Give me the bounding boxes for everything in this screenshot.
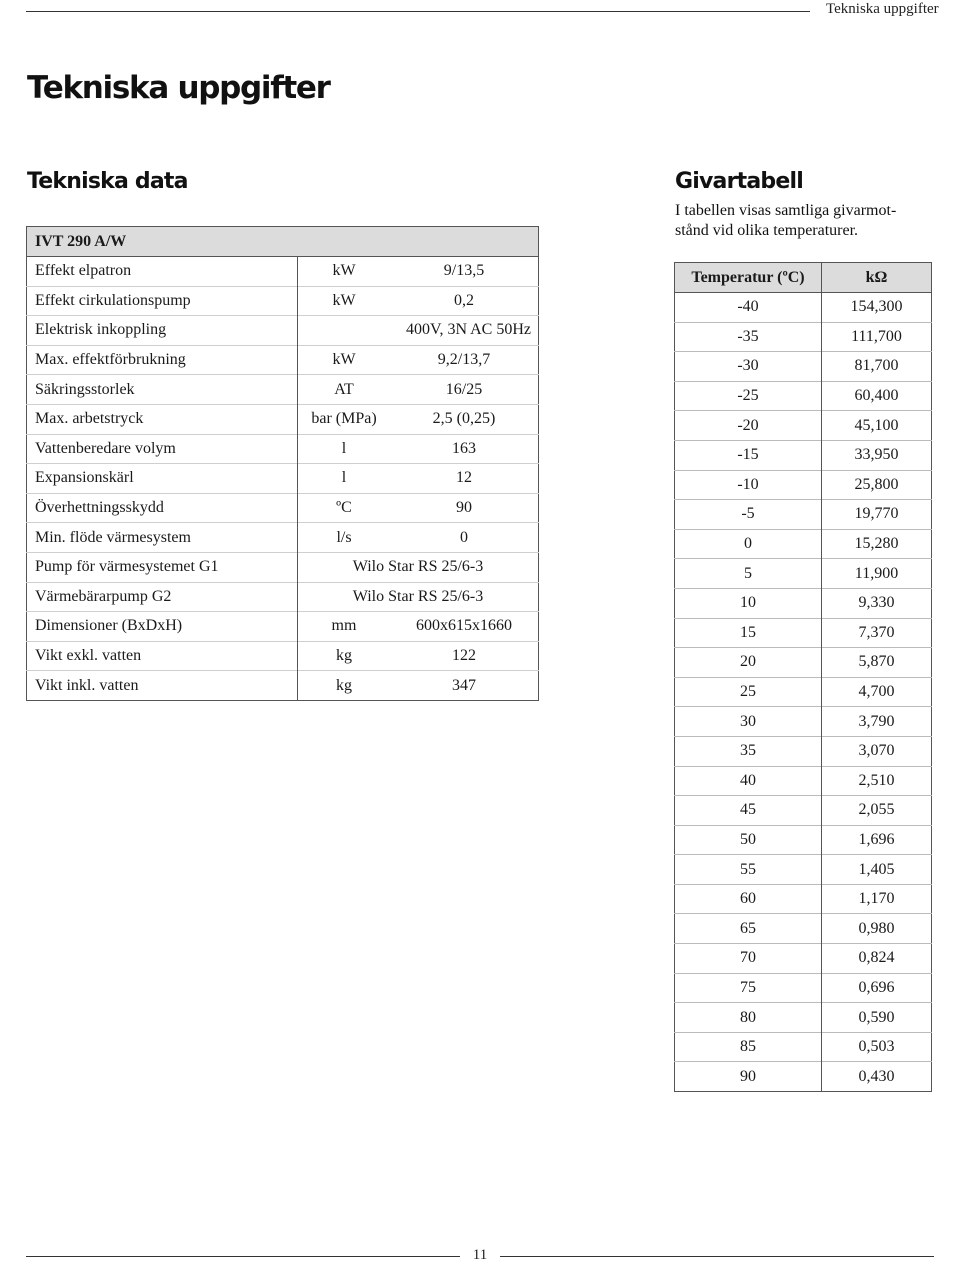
temperature-cell: 25 bbox=[675, 677, 822, 707]
sensor-row bbox=[675, 470, 932, 500]
row-value: 9/13,5 bbox=[443, 262, 485, 280]
row-unit: mm bbox=[298, 612, 391, 642]
resistance-cell: 0,590 bbox=[822, 1003, 932, 1033]
resistance-cell: 3,790 bbox=[822, 707, 932, 737]
table-row bbox=[27, 286, 539, 316]
resistance-cell: 111,700 bbox=[822, 322, 932, 352]
row-value: 9,2/13,7 bbox=[390, 345, 539, 375]
resistance-cell: 1,696 bbox=[822, 825, 932, 855]
resistance-cell: 1,405 bbox=[822, 855, 932, 885]
page-title: Tekniska uppgifter bbox=[27, 70, 330, 106]
row-unit: kW bbox=[298, 345, 391, 375]
table-row bbox=[27, 404, 539, 434]
row-unit: ºC bbox=[298, 493, 391, 523]
resistance-cell: 33,950 bbox=[822, 440, 932, 470]
resistance-column-header: kΩ bbox=[822, 263, 932, 293]
sensor-row bbox=[675, 588, 932, 618]
resistance-cell: 81,700 bbox=[822, 352, 932, 382]
temperature-cell: 0 bbox=[675, 529, 822, 559]
sensor-row bbox=[675, 677, 932, 707]
table-row bbox=[27, 523, 539, 553]
resistance-cell: 19,770 bbox=[822, 500, 932, 530]
resistance-cell: 25,800 bbox=[822, 470, 932, 500]
row-unit: kg bbox=[298, 641, 391, 671]
temperature-cell: -35 bbox=[675, 322, 822, 352]
resistance-cell: 15,280 bbox=[822, 529, 932, 559]
resistance-cell: 1,170 bbox=[822, 884, 932, 914]
page-number: 11 bbox=[472, 1247, 488, 1263]
row-unit: l bbox=[298, 434, 391, 464]
sensor-row bbox=[675, 322, 932, 352]
resistance-cell: 11,900 bbox=[822, 559, 932, 589]
row-value: 2,5 (0,25) bbox=[390, 404, 539, 434]
sensor-table-body bbox=[675, 293, 932, 1092]
temperature-cell: 5 bbox=[675, 559, 822, 589]
temperature-cell: 35 bbox=[675, 736, 822, 766]
sensor-row bbox=[675, 944, 932, 974]
temperature-column-header: Temperatur (ºC) bbox=[675, 263, 822, 293]
technical-data-table bbox=[26, 226, 539, 701]
row-label: Vikt inkl. vatten bbox=[27, 671, 298, 701]
temperature-cell: -5 bbox=[675, 500, 822, 530]
running-header: Tekniska uppgifter bbox=[826, 1, 939, 17]
temperature-cell: -25 bbox=[675, 381, 822, 411]
table-title-row bbox=[27, 227, 539, 257]
table-row bbox=[27, 257, 539, 287]
temperature-cell: -30 bbox=[675, 352, 822, 382]
header-rule bbox=[26, 11, 810, 12]
sensor-row bbox=[675, 648, 932, 678]
row-value: 0 bbox=[390, 523, 539, 553]
row-value: 90 bbox=[390, 493, 539, 523]
sensor-row bbox=[675, 796, 932, 826]
row-label: Expansionskärl bbox=[27, 464, 298, 494]
row-unit: kg bbox=[298, 671, 391, 701]
table-row bbox=[27, 375, 539, 405]
resistance-cell: 9,330 bbox=[822, 588, 932, 618]
temperature-cell: 90 bbox=[675, 1062, 822, 1092]
temperature-cell: 50 bbox=[675, 825, 822, 855]
row-value: 0,2 bbox=[390, 286, 539, 316]
row-label: Säkringsstorlek bbox=[27, 375, 298, 405]
sensor-row bbox=[675, 884, 932, 914]
row-value: 600x615x1660 bbox=[390, 612, 539, 642]
temperature-cell: 45 bbox=[675, 796, 822, 826]
resistance-cell: 0,980 bbox=[822, 914, 932, 944]
row-value: 122 bbox=[390, 641, 539, 671]
temperature-cell: 40 bbox=[675, 766, 822, 796]
row-unit: kW bbox=[298, 286, 391, 316]
row-unit: l/s bbox=[298, 523, 391, 553]
table-row bbox=[27, 493, 539, 523]
temperature-cell: 60 bbox=[675, 884, 822, 914]
sensor-row bbox=[675, 500, 932, 530]
resistance-cell: 0,503 bbox=[822, 1032, 932, 1062]
row-label: Överhettningsskydd bbox=[27, 493, 298, 523]
row-unit: bar (MPa) bbox=[298, 404, 391, 434]
sensor-row bbox=[675, 618, 932, 648]
row-unit bbox=[298, 316, 391, 346]
temperature-cell: -10 bbox=[675, 470, 822, 500]
sensor-row bbox=[675, 559, 932, 589]
resistance-cell: 0,696 bbox=[822, 973, 932, 1003]
table-row bbox=[27, 552, 539, 582]
sensor-row bbox=[675, 825, 932, 855]
table-row bbox=[27, 671, 539, 701]
temperature-cell: 70 bbox=[675, 944, 822, 974]
resistance-cell: 3,070 bbox=[822, 736, 932, 766]
sensor-row bbox=[675, 440, 932, 470]
table-row bbox=[27, 434, 539, 464]
row-value: 12 bbox=[390, 464, 539, 494]
row-value: 400V, 3N AC 50Hz bbox=[390, 316, 539, 346]
resistance-cell: 2,510 bbox=[822, 766, 932, 796]
row-value: 347 bbox=[390, 671, 539, 701]
row-label: Effekt cirkulationspump bbox=[27, 286, 298, 316]
row-value: Wilo Star RS 25/6-3 bbox=[298, 552, 539, 582]
sensor-table bbox=[674, 262, 932, 1092]
sensor-row bbox=[675, 973, 932, 1003]
row-label: Vattenberedare volym bbox=[27, 434, 298, 464]
row-label: Effekt elpatron bbox=[27, 257, 298, 287]
sensor-row bbox=[675, 381, 932, 411]
resistance-cell: 154,300 bbox=[850, 298, 903, 316]
row-unit: kW bbox=[332, 262, 356, 280]
temperature-cell: -40 bbox=[675, 293, 822, 323]
table-row bbox=[27, 582, 539, 612]
sensor-row bbox=[675, 1003, 932, 1033]
resistance-cell: 45,100 bbox=[822, 411, 932, 441]
resistance-cell: 0,824 bbox=[822, 944, 932, 974]
footer-rule-left bbox=[26, 1256, 460, 1257]
temperature-cell: 65 bbox=[675, 914, 822, 944]
sensor-row bbox=[675, 1062, 932, 1092]
temperature-cell: 85 bbox=[675, 1032, 822, 1062]
sensor-row bbox=[675, 766, 932, 796]
givartabell-intro bbox=[675, 201, 937, 241]
row-label: Vikt exkl. vatten bbox=[27, 641, 298, 671]
sensor-row bbox=[675, 707, 932, 737]
sensor-row bbox=[675, 855, 932, 885]
row-label: Max. arbetstryck bbox=[27, 404, 298, 434]
temperature-cell: 20 bbox=[675, 648, 822, 678]
tekniska-data-heading: Tekniska data bbox=[27, 169, 188, 194]
temperature-cell: 55 bbox=[675, 855, 822, 885]
sensor-row bbox=[675, 411, 932, 441]
temperature-cell: 80 bbox=[675, 1003, 822, 1033]
temperature-cell: -15 bbox=[675, 440, 822, 470]
resistance-cell: 2,055 bbox=[822, 796, 932, 826]
sensor-row bbox=[675, 914, 932, 944]
table-row bbox=[27, 316, 539, 346]
row-unit: l bbox=[298, 464, 391, 494]
temperature-cell: 10 bbox=[675, 588, 822, 618]
sensor-row bbox=[675, 293, 932, 323]
resistance-cell: 60,400 bbox=[822, 381, 932, 411]
row-label: Min. flöde värmesystem bbox=[27, 523, 298, 553]
sensor-header-row bbox=[675, 263, 932, 293]
row-label: Elektrisk inkoppling bbox=[27, 316, 298, 346]
intro-line: I tabellen visas samtliga givarmot- bbox=[675, 202, 897, 219]
table-title: IVT 290 A/W bbox=[27, 227, 539, 257]
resistance-cell: 5,870 bbox=[822, 648, 932, 678]
sensor-row bbox=[675, 1032, 932, 1062]
row-value: 163 bbox=[390, 434, 539, 464]
givartabell-heading: Givartabell bbox=[675, 169, 803, 194]
footer-rule-right bbox=[500, 1256, 934, 1257]
table-row bbox=[27, 464, 539, 494]
row-value: Wilo Star RS 25/6-3 bbox=[298, 582, 539, 612]
table-row bbox=[27, 641, 539, 671]
sensor-row bbox=[675, 529, 932, 559]
resistance-cell: 7,370 bbox=[822, 618, 932, 648]
table-row bbox=[27, 345, 539, 375]
temperature-cell: 30 bbox=[675, 707, 822, 737]
row-label: Max. effektförbrukning bbox=[27, 345, 298, 375]
temperature-cell: 15 bbox=[675, 618, 822, 648]
temperature-cell: 75 bbox=[675, 973, 822, 1003]
intro-line: stånd vid olika temperaturer. bbox=[675, 222, 859, 239]
resistance-cell: 4,700 bbox=[822, 677, 932, 707]
row-value: 16/25 bbox=[390, 375, 539, 405]
row-label: Värmebärarpump G2 bbox=[27, 582, 298, 612]
table-row bbox=[27, 612, 539, 642]
sensor-row bbox=[675, 736, 932, 766]
temperature-cell: -20 bbox=[675, 411, 822, 441]
row-label: Dimensioner (BxDxH) bbox=[27, 612, 298, 642]
resistance-cell: 0,430 bbox=[822, 1062, 932, 1092]
sensor-row bbox=[675, 352, 932, 382]
row-label: Pump för värmesystemet G1 bbox=[27, 552, 298, 582]
row-unit: AT bbox=[298, 375, 391, 405]
